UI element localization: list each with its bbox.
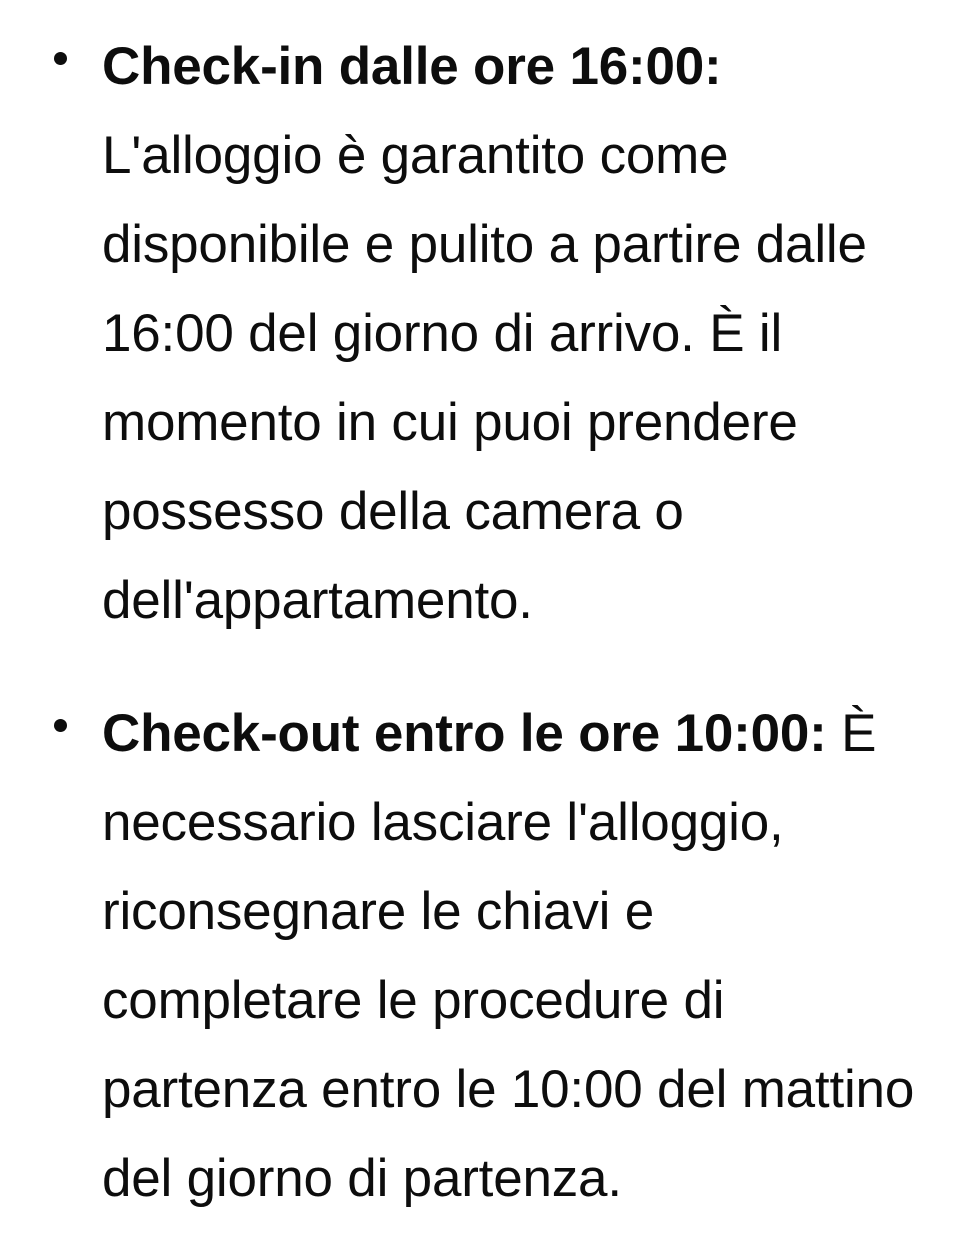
check-in-description: L'alloggio è garantito come disponibile e pulito a partire dalle 16:00 del giorno di arrivo. È il momento in cui puoi prendere possesso della camera o dell'appartamento.	[102, 126, 867, 631]
check-out-heading: Check-out entro le ore 10:00:	[102, 704, 827, 764]
list-item	[40, 689, 920, 1223]
check-out-description: È necessario lasciare l'alloggio, riconsegnare le chiavi e completare le procedure di partenza entro le 10:00 del mattino del giorno di partenza.	[102, 704, 915, 1209]
list-item	[40, 22, 920, 645]
check-in-heading: Check-in dalle ore 16:00:	[102, 37, 722, 96]
policy-bullet-list	[40, 22, 920, 1223]
